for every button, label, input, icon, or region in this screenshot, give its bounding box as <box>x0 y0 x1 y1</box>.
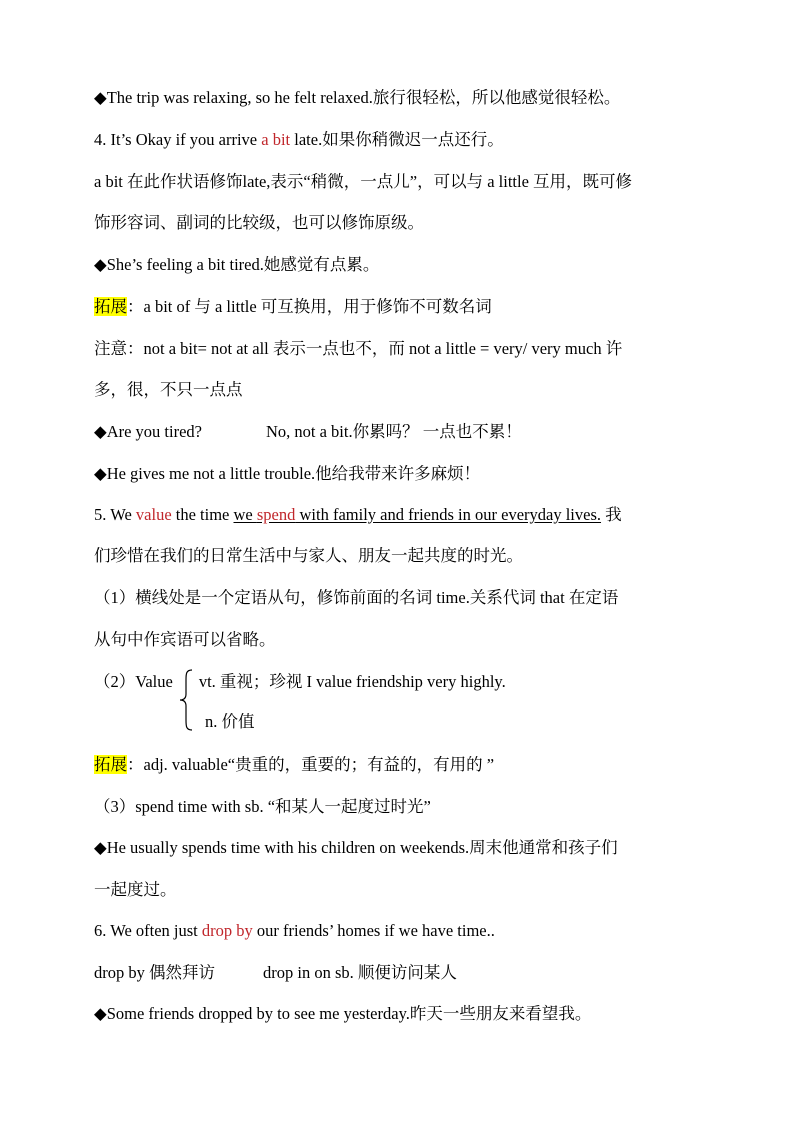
highlight-extension: 拓展 <box>94 755 127 774</box>
text: ：a bit of 与 a little 可互换用，用于修饰不可数名词 <box>127 297 492 316</box>
text: 从句中作宾语可以省略。 <box>94 630 276 649</box>
line-extension-2 <box>94 755 704 775</box>
keyword-spend: spend <box>256 505 296 524</box>
line-item-5-translation <box>94 546 704 566</box>
line-dropped-example <box>94 1004 704 1024</box>
text: 一起度过。 <box>94 880 177 899</box>
text: vt. 重视；珍视 I value friendship very highly. <box>198 672 506 691</box>
text: ◆She’s feeling a bit tired.她感觉有点累。 <box>94 255 380 274</box>
text: the time <box>171 505 234 524</box>
line-item-6 <box>94 921 704 941</box>
line-a-bit-explain <box>94 172 704 192</box>
text: 6. We often just <box>94 921 202 940</box>
line-point-1-cont <box>94 630 704 650</box>
line-trip-example <box>94 88 704 108</box>
text: （2）Value <box>94 672 173 691</box>
text: 5. We <box>94 505 136 524</box>
keyword-a-bit: a bit <box>261 130 291 149</box>
text: ◆Some friends dropped by to see me yesterday.昨天一些朋友来看望我。 <box>94 1004 592 1023</box>
text: 我 <box>601 505 622 524</box>
line-spends-example-cont <box>94 880 704 900</box>
highlight-extension: 拓展 <box>94 297 127 316</box>
text: 注意：not a bit= not at all 表示一点也不，而 not a little = very/ very much 许 <box>94 339 623 358</box>
text: ◆He usually spends time with his children on weekends.周末他通常和孩子们 <box>94 838 618 857</box>
line-note <box>94 339 704 359</box>
text: 们珍惜在我们的日常生活中与家人、朋友一起共度的时光。 <box>94 546 523 565</box>
brace-icon <box>178 668 194 732</box>
text: ◆The trip was relaxing, so he felt relaxed.旅行很轻松，所以他感觉很轻松。 <box>94 88 621 107</box>
underlined-clause <box>234 505 602 524</box>
text: ◆He gives me not a little trouble.他给我带来许多麻烦！ <box>94 464 481 483</box>
line-item-4 <box>94 130 704 150</box>
text: n. 价值 <box>205 712 255 731</box>
line-note-cont <box>94 380 704 400</box>
line-trouble-example <box>94 464 704 484</box>
text: ：adj. valuable“贵重的，重要的；有益的，有用的 ” <box>127 755 495 774</box>
text: 多，很，不只一点点 <box>94 380 243 399</box>
text: （1）横线处是一个定语从句，修饰前面的名词 time.关系代词 that 在定语 <box>94 588 619 607</box>
line-spends-example <box>94 838 704 858</box>
text: we <box>233 505 257 524</box>
line-a-bit-explain-cont <box>94 213 704 233</box>
text: drop in on sb. 顺便访问某人 <box>263 963 457 982</box>
text: （3）spend time with sb. “和某人一起度过时光” <box>94 797 431 816</box>
line-are-you-tired <box>94 422 704 442</box>
text: with family and friends in our everyday lives. <box>295 505 602 524</box>
text: drop by 偶然拜访 <box>94 963 215 982</box>
text: 饰形容词、副词的比较级，也可以修饰原级。 <box>94 213 424 232</box>
line-drop-phrases <box>94 963 704 983</box>
text: 4. It’s Okay if you arrive <box>94 130 262 149</box>
keyword-value: value <box>135 505 172 524</box>
line-point-1 <box>94 588 704 608</box>
text: late.如果你稍微迟一点还行。 <box>290 130 504 149</box>
line-item-5 <box>94 505 704 525</box>
text: our friends’ homes if we have time.. <box>252 921 495 940</box>
text: a bit 在此作状语修饰late,表示“稍微，一点儿”，可以与 a little 互用，既可修 <box>94 172 633 191</box>
line-value-noun <box>205 712 505 732</box>
line-extension-1 <box>94 297 704 317</box>
line-tired-example <box>94 255 704 275</box>
keyword-drop-by: drop by <box>201 921 253 940</box>
text: No, not a bit.你累吗？ 一点也不累！ <box>265 422 522 441</box>
line-point-3 <box>94 797 704 817</box>
text: ◆Are you tired? <box>94 422 202 441</box>
